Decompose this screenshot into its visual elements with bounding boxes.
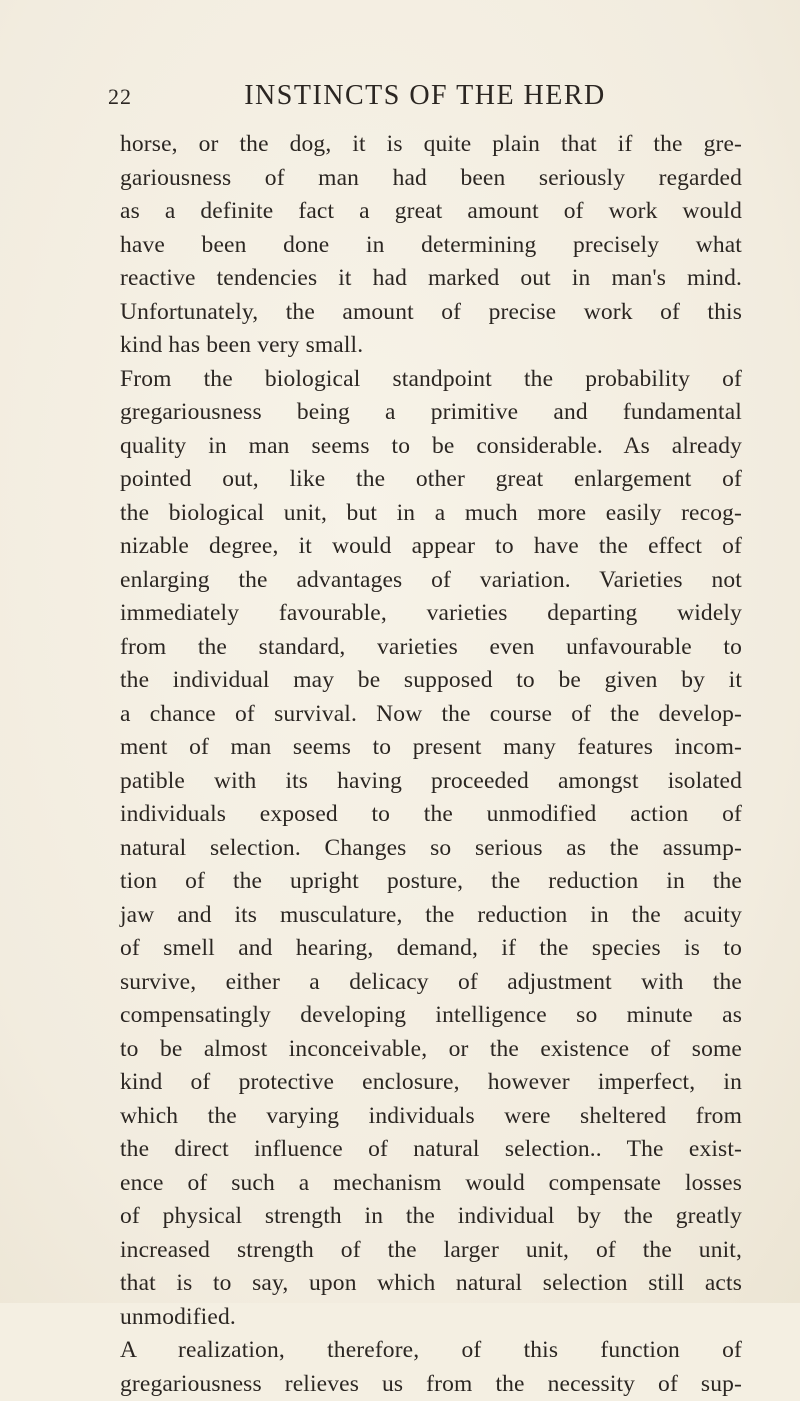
text-line: pointed out, like the other great enlargement of (120, 463, 742, 497)
text-line: a chance of survival. Now the course of the develop- (120, 698, 742, 732)
text-line: have been done in determining precisely what (120, 229, 742, 263)
text-line: of physical strength in the individual by the greatly (120, 1200, 742, 1234)
text-line: tion of the upright posture, the reduction in the (120, 865, 742, 899)
text-line: the biological unit, but in a much more easily recog- (120, 497, 742, 531)
text-line: the direct influence of natural selection.. The exist- (120, 1133, 742, 1167)
text-line: immediately favourable, varieties departing widely (120, 597, 742, 631)
text-line: individuals exposed to the unmodified action of (120, 798, 742, 832)
text-line: which the varying individuals were sheltered from (120, 1100, 742, 1134)
text-line: horse, or the dog, it is quite plain that if the gre- (120, 128, 742, 162)
text-line: From the biological standpoint the probability of (120, 363, 742, 397)
text-line: unmodified. (120, 1301, 742, 1335)
text-line: the individual may be supposed to be given by it (120, 664, 742, 698)
running-title: INSTINCTS OF THE HERD (108, 80, 742, 112)
text-line: nizable degree, it would appear to have the effect of (120, 530, 742, 564)
text-line: kind of protective enclosure, however imperfect, in (120, 1066, 742, 1100)
text-line: compensatingly developing intelligence so minute as (120, 999, 742, 1033)
text-line: as a definite fact a great amount of work would (120, 195, 742, 229)
text-line: ence of such a mechanism would compensate losses (120, 1167, 742, 1201)
text-line: gariousness of man had been seriously regarded (120, 162, 742, 196)
text-line: gregariousness relieves us from the necessity of sup- (120, 1368, 742, 1401)
text-line: jaw and its musculature, the reduction in the acuity (120, 899, 742, 933)
text-line: Unfortunately, the amount of precise work of this (120, 296, 742, 330)
page-header (108, 80, 742, 116)
text-line: natural selection. Changes so serious as the assump- (120, 832, 742, 866)
body-text (120, 128, 742, 1401)
text-line: ment of man seems to present many features incom- (120, 731, 742, 765)
page-number: 22 (108, 84, 132, 110)
text-line: kind has been very small. (120, 329, 742, 363)
text-line: increased strength of the larger unit, of the unit, (120, 1234, 742, 1268)
text-line: quality in man seems to be considerable. As already (120, 430, 742, 464)
text-line: gregariousness being a primitive and fundamental (120, 396, 742, 430)
text-line: survive, either a delicacy of adjustment with the (120, 966, 742, 1000)
text-line: reactive tendencies it had marked out in man's mind. (120, 262, 742, 296)
text-line: A realization, therefore, of this function of (120, 1334, 742, 1368)
text-line: of smell and hearing, demand, if the species is to (120, 932, 742, 966)
text-line: to be almost inconceivable, or the existence of some (120, 1033, 742, 1067)
text-line: from the standard, varieties even unfavourable to (120, 631, 742, 665)
text-line: that is to say, upon which natural selection still acts (120, 1267, 742, 1301)
text-line: patible with its having proceeded amongst isolated (120, 765, 742, 799)
text-line: enlarging the advantages of variation. Varieties not (120, 564, 742, 598)
